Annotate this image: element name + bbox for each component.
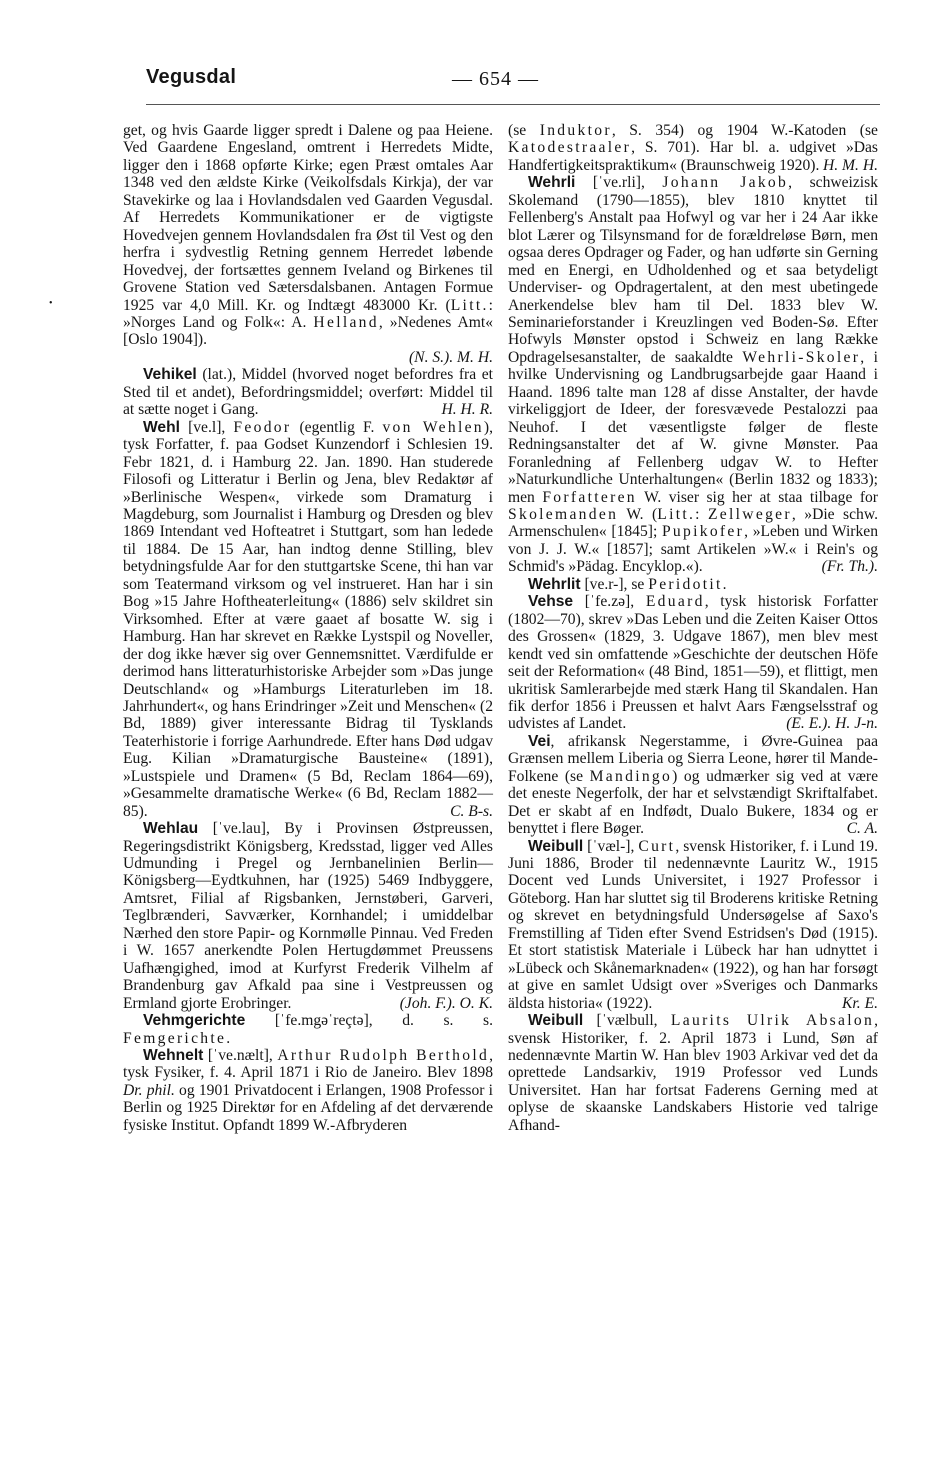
signature: (Joh. F.). O. K. [399, 994, 493, 1012]
headword: Vehmgerichte [143, 1012, 246, 1030]
running-head: Vegusdal [146, 66, 237, 88]
headword: Wehrli [528, 174, 576, 192]
entry-wehlau: Wehlau [ˈve.lau], By i Provinsen Østpreussen, Regeringsdistrikt Königsberg, Kredsstad, ligger ved Alles Udmunding i Pregel og Jernbanelinien Berlin—Königsberg—Eydtkuhnen, har (1925) 5469 Indbyggere, Amtsret, Filial af Rigsbanken, Jernstøberi, Garveri, Teglbrænderi, Savværker, Kornhandel; i umiddelbar Nærhed den store Papir- og Kornmølle Pinnau. Ved Freden i W. 1657 anerkendte Polen Hertugdømmet Preussens Uafhængighed, imod at Kurfyrst Frederik Vilhelm af Brandenburg gav Afkald paa sine i Vestpreussen og Ermland gjorte Erobringer. (Joh. F.). O. K. [123, 820, 493, 1012]
entry-weibull-curt: Weibull [ˈvæl-], Curt, svensk Historiker, f. i Lund 19. Juni 1886, Broder til nedennævnte Lauritz W., 1915 Docent ved Lunds Universitet, i 1927 Professor i Göteborg. Han har sluttet sig til Broderens kritiske Retning og skrevet en betydningsfuld Undersøgelse af Saxo's Fremstilling af Tiden efter Svend Estridsen's Død (1915). Et stort statistisk Materiale i Lübeck har han udnyttet i »Lübeck och Skånemarknaden« (1922), og han har forsøgt at give en samlet Udsigt over »Sveriges och Danmarks äldsta historia« (1922). Kr. E. [508, 837, 878, 1012]
entry-wehl: Wehl [ve.l], Feodor (egentlig F. von Wehlen), tysk Forfatter, f. paa Godset Kunzendorf i Schlesien 19. Febr 1821, d. i Hamburg 22. Jan. 1890. Han studerede Filosofi og Litteratur i Berlin og Jena, blev Redaktør af »Berlinische Wespen«, virkede som Dramaturg i Magdeburg, som Journalist i Hamburg og Dresden og blev 1869 Intendant ved Hofteatret i Stuttgart, som han ledede til 1884. De 15 Aar, han indtog denne Stilling, blev betydningsfulde Aar for den stuttgartske Scene, thi han var som Teatermand virksom og vel instrueret. Han har i sin Bog »15 Jahre Hoftheaterleitung« (1886) selv skildret sin Virksomhed. Efter at være gaaet af bosatte W. sig i Hamburg. Han har skrevet en Række Lystspil og Noveller, der dog ikke hæver sig over Gennemsnittet. Værdifulde er derimod hans litteraturhistoriske Arbejder som »Das junge Deutschland« og »Hamburgs Literaturleben im 18. Jahrhundert«, og hans Erindringer »Zeit und Menschen« (2 Bd, 1889) giver interessante Bidrag til Tysklands Teaterhistorie i forrige Aarhundrede. Efter hans Død udgav Eug. Kilian »Dramaturgische Bausteine« (1891), »Lustspiele und Dramen« (5 Bd, Reclam 1864—69), »Gesammelte dramatische Werke« (6 Bd, Reclam 1882—85). C. B-s. [123, 418, 493, 820]
signature: (E. E.). H. J-n. [786, 715, 878, 733]
signature: (Fr. Th.). [821, 558, 878, 576]
entry-vei: Vei, afrikansk Negerstamme, i Øvre-Guinea paa Grænsen mellem Liberia og Sierra Leone, hører til Mande-Folkene (se Mandingo) og udmærker sig ved at være det eneste Negerfolk, der har et selvstændigt Skriftalfabet. Det er skabt af en Indfødt, Dualo Bukere, 1834 og er benyttet i flere Bøger. C. A. [508, 732, 879, 838]
vegusdal-continuation: get, og hvis Gaarde ligger spredt i Dalene og paa Heiene. Ved Gaardene Engesland, omtrent i Herredets Midte, ligger den i 1868 opførte Kirke; egen Præst omtales Aar 1348 ved den ældste Kirke (Veikolfsdals Kirkja), der var Stavekirke og laa i Hovlandsdalen ved Gaarden Vegusdal. Af Herredets Kommunikationer er de vigtigste Hovedvejen gennem Hovlandsdalen fra Øst til Vest og den herfra i sydvestlig Retning gennem Herredet løbende Hovedvej, der fortsættes gennem Iveland og Birkenes til Grovene Station ved Sætersdalsbanen. Antagen Formue 1925 var 4,0 Mill. Kr. og Indtægt 483000 Kr. (Litt.: »Norges Land og Folk«: A. Helland, »Nedenes Amt« [Oslo 1904]). (N. S.). M. H. [123, 122, 493, 366]
headword: Vehikel [143, 366, 197, 384]
headword: Weibull [528, 1012, 584, 1030]
headword: Wehnelt [143, 1047, 204, 1065]
page-number: — 654 — [452, 68, 539, 90]
headword: Vei [528, 732, 551, 750]
cross-reference: Peridotit [648, 575, 723, 593]
signature: C. A. [846, 820, 878, 838]
headword: Vehse [528, 593, 574, 611]
entry-wehrlit: Wehrlit [ve.r-], se Peridotit. [528, 575, 727, 593]
entry-vehikel: Vehikel (lat.), Middel (hvorved noget befordres fra et Sted til et andet), Befordringsmiddel; overført: Middel til at sætte noget i Gang. H. H. R. [123, 366, 493, 419]
headword: Wehlau [143, 820, 199, 838]
cross-reference: Mandingo [589, 767, 673, 785]
header-rule [146, 104, 880, 105]
entry-vehmgerichte: Vehmgerichte [ˈfe.mgəˈreçtə], d. s. s. Femgerichte. [123, 1012, 493, 1047]
entry-wehnelt: Wehnelt [ˈve.nælt], Arthur Rudolph Berthold, tysk Fysiker, f. 4. April 1871 i Rio de Janeiro. Blev 1898 Dr. phil. og 1901 Privatdocent i Erlangen, 1908 Professor i Berlin og 1925 Direktør for en Afdeling af det derværende fysiske Institut. Opfandt 1899 W.-Afbryderen [123, 1047, 493, 1134]
signature: Kr. E. [842, 994, 878, 1012]
signature: H. H. R. [441, 401, 493, 419]
signature: (N. S.). M. H. [408, 348, 493, 366]
cross-reference: Femgerichte [123, 1029, 227, 1047]
headword: Weibull [528, 837, 584, 855]
wehnelt-continuation: (se Induktor, S. 354) og 1904 W.-Katoden (se Katodestraaler, S. 701). Har bl. a. udgivet »Das Handfertigkeitspraktikum« (Braunschweig 1920). H. M. H. [508, 122, 878, 174]
headword: Wehrlit [528, 575, 581, 593]
headword: Wehl [143, 418, 180, 436]
margin-dot: • [49, 298, 53, 309]
left-column [123, 122, 493, 1134]
signature: H. M. H. [822, 156, 878, 174]
cross-reference: Katodestraaler [508, 139, 632, 157]
entry-weibull-laurits: Weibull [ˈvælbull, Laurits Ulrik Absalon, svensk Historiker, f. 2. April 1873 i Lund, Søn af nedennævnte Martin W. Han blev 1903 Arkivar ved det da oprettede Landsarkiv, 1919 Professor ved Lunds Universitet. Han har fortsat Faderens Gerning med at oplyse de skaanske Landskabers Historie ved talrige Afhand- [508, 1012, 878, 1134]
signature: C. B-s. [450, 802, 493, 820]
right-column [508, 122, 878, 1134]
entry-vehse: Vehse [ˈfe.zə], Eduard, tysk historisk Forfatter (1802—70), skrev »Das Leben und die Zeiten Kaiser Ottos des Grossen« (1829, 3. Udgave 1867), men blev mest kendt ved sin omfattende »Geschichte der deutschen Höfe seit der Reformation« (48 Bind, 1851—59), et flittigt, men ukritisk Samlerarbejde med stærk Hang til Skandalen. Han fik derfor 1856 i Preussen et halvt Aars Fængselsstraf og udvistes af Landet. (E. E.). H. J-n. [508, 593, 878, 733]
cross-reference: Induktor [539, 122, 612, 139]
entry-wehrli: Wehrli [ˈve.rli], Johann Jakob, schweizisk Skolemand (1790—1855), blev 1810 knyttet til Fellenberg's Anstalt paa Hofwyl og var her i 24 Aar ikke blot Lærer og Tilsynsmand for de forældreløse Børn, men ogsaa deres Opdrager og Fader, og han udførte sin Gerning med en Energi, en Udholdenhed og et saa betydeligt Underviser- og Opdragertalent, at den mest ubetingede Anerkendelse blev ham til Del. 1833 blev W. Seminarieforstander i Kreuzlingen ved Boden-Sø. Efter Hofwyls Mønster opstod i Schweiz en lang Række Opdragelsesanstalter, de saakaldte Wehrli-Skoler, i hvilke Undervisning og Landbrugsarbejde gaar Haand i Haand. 1896 talte man 128 af disse Anstalter, der havde virkeliggjort de Ideer, der foresvævede Pestalozzi paa Neuhof. I det væsentligste følger de fleste Redningsanstalter det af W. givne Mønster. Paa Foranledning af Fellenberg udgav W. to Hefter »Naturkundliche Unterhaltungen« (Berlin 1832 og 1833); men Forfatteren W. viser sig her at staa tilbage for Skolemanden W. (Litt.: Zellweger, »Die schw. Armenschulen« [1845]; Pupikofer, »Leben und Wirken von J. J. W.« [1857]; samt Artikelen »W.« i Rein's og Schmid's »Pädag. Encyklop.«). (Fr. Th.). [508, 174, 879, 576]
